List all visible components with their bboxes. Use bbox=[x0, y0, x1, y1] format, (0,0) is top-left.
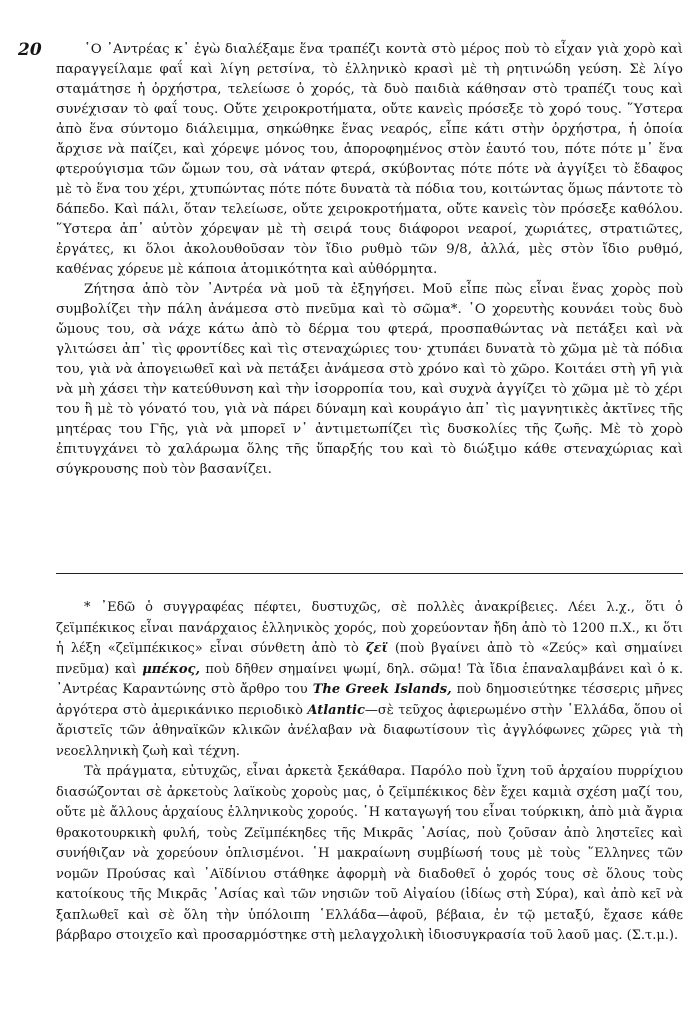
footnote-text-c: ποὺ δῆθεν σημαίνει ψωμί, δηλ. σῶμα! Τὰ ἴδια ἐπαναλαμβάνει καὶ ὁ κ. ᾿Αντρέας Καραντώνης στὸ ἄρθρο του bbox=[56, 661, 683, 697]
footnote-text-b: (ποὺ βγαίνει ἀπὸ τὸ «Ζεύς» καὶ σημαίνει πνεῦμα) καὶ bbox=[56, 641, 683, 677]
magazine-title: Atlantic bbox=[307, 702, 365, 718]
footnote-text-a: * ᾿Εδῶ ὁ συγγραφέας πέφτει, δυστυχῶς, σὲ πολλὲς ἀνακρίβειες. Λέει λ.χ., ὅτι ὁ ζεϊμπέκικος εἶναι πανάρχαιος ἑλληνικὸς χορός, ποὺ χορεύονταν ἤδη ἀπὸ τὸ 1200 π.Χ., κι ὅτι ἡ λέξη «ζεϊμπέκικος» εἶναι σύνθετη ἀπὸ τὸ bbox=[56, 600, 683, 656]
footnote-paragraph-1 bbox=[56, 598, 683, 762]
page-number: 20 bbox=[18, 40, 42, 60]
footnote-text-d: ποὺ δημοσιεύτηκε τέσσερις μῆνες ἀργότερα στὸ ἀμερικάνικο περιοδικὸ bbox=[56, 682, 683, 718]
article-title: The Greek Islands, bbox=[312, 682, 452, 697]
footnote-text-e: —σὲ τεῦχος ἀφιερωμένο στὴν ῾Ελλάδα, ὅπου οἱ ἄριστεῖς τῶν ἀθηναϊκῶν κλικῶν ἀνέλαβαν νὰ διαφωτίσουν τὶς ἀγγλόφωνες χῶρες γιὰ τὴ νεοελληνικὴ ζωὴ καὶ τέχνη. bbox=[56, 702, 683, 759]
footnote-divider bbox=[56, 573, 683, 574]
main-text bbox=[56, 40, 683, 480]
term-zei: ζεϊ bbox=[365, 641, 388, 656]
footnote-paragraph-2: Τὰ πράγματα, εὐτυχῶς, εἶναι ἀρκετὰ ξεκάθαρα. Παρόλο ποὺ ἴχνη τοῦ ἀρχαίου πυρρίχιου διασώζονται σὲ ἀρκετοὺς λαϊκοὺς χοροὺς μας, ὁ ζεϊμπέκικος δὲν ἔχει καμιὰ σχέση μαζί του, οὔτε μὲ ἄλλους ἀρχαίους ἑλληνικοὺς χορούς. ῾Η καταγωγή του εἶναι τούρκικη, ἀπὸ μιὰ ἄγρια θρακοτουρκικὴ φυλή, τοὺς Ζεϊμπέκηδες τῆς Μικρᾶς ᾿Ασίας, ποὺ ζοῦσαν ἀπὸ ληστεῖες καὶ συνήθιζαν νὰ χορεύουν ὁπλισμένοι. ῾Η μακραίωνη συμβίωσή τους μὲ τοὺς ῞Ελληνες τῶν νομῶν Προύσας καὶ ᾿Αϊδίνιου στάθηκε ἀφορμὴ νὰ διαδοθεῖ ὁ χορός τους σὲ ὅλους τοὺς κατοίκους τῆς Μικρᾶς ᾿Ασίας καὶ τῶν νησιῶν τοῦ Αἰγαίου (ἰδίως στὴ Σύρα), καὶ ἀπὸ κεῖ νὰ ξαπλωθεῖ καὶ σὲ ὅλη τὴν ὑπόλοιπη ῾Ελλάδα—ἀφοῦ, βέβαια, ἐν τῷ μεταξύ, ἔχασε κάθε βάρβαρο στοιχεῖο καὶ προσαρμόστηκε στὴ μελαγχολικὴ ἰδιοσυγκρασία τοῦ λαοῦ μας. (Σ.τ.μ.). bbox=[56, 764, 683, 943]
body-paragraph-1: ῾Ο ᾿Αντρέας κ᾿ ἐγὼ διαλέξαμε ἕνα τραπέζι κοντὰ στὸ μέρος ποὺ τὸ εἶχαν γιὰ χορὸ καὶ παραγγείλαμε φαΐ καὶ λίγη ρετσίνα, τὸ ἑλληνικὸ κρασὶ μὲ τὴ ρητινώδη γεύση. Σὲ λίγο σταμάτησε ἡ ὀρχήστρα, τελείωσε ὁ χορός, τὰ δυὸ παιδιὰ κάθησαν στὸ τραπέζι τους καὶ συνέχισαν τὸ φαΐ τους. Οὔτε χειροκροτήματα, οὔτε κανεὶς πρόσεξε τὸ χορό τους. ῞Υστερα ἀπὸ ἕνα σύντομο διάλειμμα, σηκώθηκε ἕνας νεαρός, εἶπε κάτι στὴν ὀρχήστρα, ἡ ὁποία ἄρχισε νὰ παίζει, καὶ χόρεψε μόνος του, ἀποροφημένος στὸν ἑαυτό του, πότε πότε μ᾿ ἕνα φτερούγισμα τῶν ὤμων του, σὰ νάταν φτερά, σκύβοντας πότε πότε νὰ ἀγγίξει τὸ ἔδαφος μὲ τὸ ἕνα του χέρι, χτυπώντας πότε πότε δυνατὰ τὰ πόδια του, κοιτώντας ὅμως πάντοτε τὸ δάπεδο. Καὶ πάλι, ὅταν τελείωσε, οὔτε χειροκροτήματα, οὔτε κανεὶς τὸν πρόσεξε καθόλου. ῞Υστερα ἀπ᾿ αὐτὸν χόρεψαν μὲ τὴ σειρά τους διάφοροι νεαροί, χωριάτες, στρατιῶτες, ἐργάτες, κι ὅλοι ἀκολουθοῦσαν τὸν ἴδιο ρυθμὸ τῶν 9/8, ἀλλά, μὲς στὸν ἴδιο ρυθμό, καθένας χόρευε μὲ κάποια ἀτομικότητα καὶ αὐθόρμητα. bbox=[56, 42, 683, 277]
body-paragraph-2: Ζήτησα ἀπὸ τὸν ᾿Αντρέα νὰ μοῦ τὰ ἐξηγήσει. Μοῦ εἶπε πὼς εἶναι ἕνας χορὸς ποὺ συμβολίζει τὴν πάλη ἀνάμεσα στὸ πνεῦμα καὶ τὸ σῶμα*. ῾Ο χορευτὴς κουνάει τοὺς δυὸ ὤμους του, σὰ νάχε κάτω ἀπὸ τὸ δέρμα του φτερά, προσπαθώντας νὰ πετάξει καὶ νὰ γλιτώσει ἀπ᾿ τὶς φροντίδες καὶ τὶς στεναχώριες του· χτυπάει δυνατὰ τὸ χῶμα μὲ τὰ πόδια του, γιὰ νὰ ἀπογειωθεῖ καὶ νὰ πετάξει ἀνάμεσα στὸ χρόνο καὶ τὸ χῶρο. Κοιτάει στὴ γῆ γιὰ νὰ μὴ χάσει τὴν κατεύθυνση καὶ τὴν ἰσορροπία του, καὶ συχνὰ ἀγγίζει τὸ χῶμα μὲ τὸ χέρι του ἢ μὲ τὸ γόνατό του, γιὰ νὰ πάρει δύναμη καὶ κουράγιο ἀπ᾿ τὶς μαγνητικὲς ἀκτῖνες τῆς μητέρας του Γῆς, γιὰ νὰ μπορεῖ ν᾿ ἀντιμετωπίζει τὶς δυσκολίες τῆς ζωῆς. Μὲ τὸ χορὸ ἐπιτυγχάνει τὸ χαλάρωμα ὅλης τῆς ὕπαρξής του καὶ τὸ διώξιμο κάθε στεναχώριας καὶ σύγκρουσης ποὺ τὸν βασανίζει. bbox=[56, 282, 683, 477]
footnote bbox=[56, 598, 683, 947]
term-mpekos: μπέκος, bbox=[142, 661, 200, 677]
